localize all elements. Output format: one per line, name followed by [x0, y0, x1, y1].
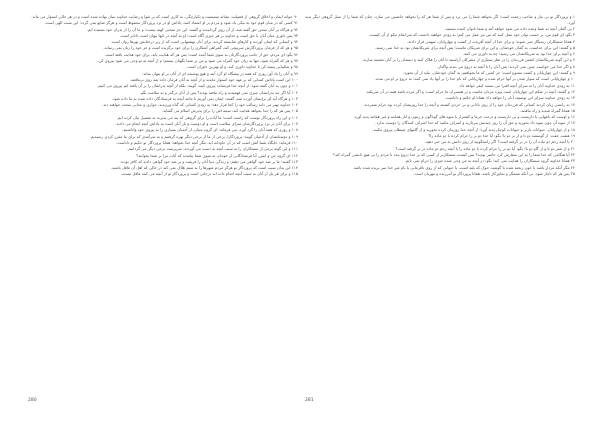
- right-page-number: 281: [305, 398, 314, 403]
- paragraph: ۱۱۰ فرماید: جایگاه شما آتش است که در آن جاودانه اید، مگر آنچه خدا بخواهد؛ همانا پروردگار تو حکیم و داناست.: [116, 139, 298, 145]
- paragraph: ۹ و گفتند: این چهارپایان و کشت ممنوع است؛ جز کسی که ما بخواهیم، به گمان خودشان، نباید از آن بخورد.: [402, 70, 575, 76]
- right-page-text-column: [305, 14, 575, 177]
- paragraph: ۲۳ همانا خداوند گروه ستمکاران را هدایت نمی کند؛ بگو: در آنچه به من وحی شده چیزی را حرام نمی یابم.: [404, 158, 575, 164]
- paragraph: ۱۴ به راستی زیان کردند کسانی که فرزندان خود را از روی نادانی و بی خردی کشتند و آنچه را خدا روزیشان کرده بود حرام شمردند.: [363, 101, 575, 107]
- paragraph: ۱۰ و چهارپایانی است که سوار شدن بر آنها حرام شده و چهارپایانی که نام خدا را بر آنها یاد نمی کنند؛ به دروغ بر او می بندند.: [374, 76, 575, 82]
- paragraph: ۱۲ و گفتند: آنچه در شکم این چهارپایان است ویژه مردان ماست و بر همسران ما حرام است؛ و اگر مرده باشد همه در آن شریکند.: [365, 88, 575, 94]
- paragraph: ۱۳ به زودی خداوند سزای این توصیف آنان را خواهد داد؛ همانا او حکیم و داناست.: [444, 95, 575, 101]
- paragraph: ۹۲ و هرگاه بر آنان سخن حق گفته شد، از آن روی گردانیدند و گفتند: این جز سخنی کهنه نیست؛ و ما آن را از پدران خود نشنیده ایم.: [86, 26, 298, 32]
- paragraph: ۱۰۸ و روزی که همه آنان را گرد آورد، می فرماید: ای گروه جنیان، از آدمیان بسیاری را به پیروی خود واداشتید.: [121, 127, 298, 133]
- paragraph: ۱۱۲ ای گروه جن و انس، آیا فرستادگانی از خودتان به سوی شما نیامدند که آیات مرا بر شما بخوانند؟: [136, 152, 298, 158]
- paragraph: ۹۷ و هر که گمراه شود، تنها به زیان خود گمراه می شود و من بر شما نگهبان نیستم؛ و از آنچه به تو وحی می شود پیروی کن.: [97, 58, 298, 64]
- paragraph: ۱ و پروردگار تو بی نیاز و صاحب رحمت است؛ اگر بخواهد شما را می برد و پس از شما هر که را بخواهد جانشین می سازد، چنان که شما را از نسل گروهی دیگر پدید آورد.: [305, 14, 575, 25]
- paragraph: ۱۰۹ و دوستانشان از آدمیان گویند: پروردگارا، برخی از ما از برخی دیگر بهره گرفتیم و به سرآمدی که برای ما مقرر کردی رسیدیم.: [89, 133, 298, 139]
- paragraph: ۹۳ پس داوری میان آنان با حق است و خداوند بر هر چیزی آگاه است؛ او به آنچه در دلها پنهان است داناتر است.: [119, 32, 298, 38]
- left-page-text-column: [28, 14, 298, 178]
- paragraph: ۱۹ هشت جفت: از گوسفند دو تا و از بز دو تا؛ بگو: آیا خدا دو نر را حرام کرده یا دو ماده را؟: [428, 133, 575, 139]
- paragraph: ۹۰ جوانه ایمان و اخلاق گروهی از فضیلت، نشانه صمیمیت و یکپارچگی، نه کاری است که بر تقوا و رضایت خداوند بنیان نهاده شده است و در هر حالی استوار می ماند.: [31, 14, 298, 19]
- paragraph: ۱۰۴ خداوند بهتر می داند رسالت خود را کجا قرار دهد؛ به زودی کسانی که گناه ورزیدند، خواری و عذابی سخت خواهند دید.: [102, 102, 298, 108]
- paragraph: ۱۶ و اوست که باغهایی با داربست و بی داربست و درخت خرما و کشتزار با میوه های گوناگون و زیتون و انار همانند و غیر همانند پدید آورد.: [353, 114, 575, 120]
- paragraph: ۹۶ بگو: ای مردم، حق از جانب پروردگارتان به سوی شما آمده است؛ پس هر که هدایت یابد، برای خود هدایت یافته است.: [104, 51, 298, 57]
- paragraph: ۳ بگو: ای قوم من، بر حسب توان خود عمل کنید که من نیز عمل می کنم؛ به زودی خواهید دانست که سرانجام نیکو از آن کیست.: [368, 32, 575, 38]
- paragraph: ۹۴ و کسانی که ایمان آوردند و کارهای شایسته کردند، برای آنان بهشتهایی است که از زیر درختانش نهرها روان است.: [110, 39, 298, 45]
- paragraph: ۱۰۰ این است پاداش کسانی که بر عهد خود استوار ماندند و از آنچه به آنان فرمان داده شد روی برنتافتند.: [129, 76, 298, 82]
- paragraph: ۹۱ کسی که در میان قوم خود به نیکی یاد شود و مردم بر او اعتماد کنند، پاداش او در نزد پروردگار محفوظ است و هرگز ضایع نمی گردد؛ این سنت الهی است.: [44, 20, 298, 26]
- paragraph: ۱۱۴ این بدان سبب است که پروردگار تو هرگز مردم شهرها را به ستم هلاک نمی کند در حالی که اهل آن غافل باشند.: [110, 165, 298, 171]
- paragraph: ۲۱ و از شتر دو تا و از گاو دو تا؛ بگو: آیا دو نر را حرام کرده یا دو ماده را یا آنچه رحم دو ماده در بر گرفته است؟: [395, 145, 575, 151]
- paragraph: ۱۰۷ برای آنان در نزد پروردگارشان سرای سلامت است و او دوست و یار آنان است به پاداش آنچه انجام می دادند.: [115, 121, 298, 127]
- paragraph: ۱۰۲ آیا اگر چه پدرانشان چیزی نمی فهمیدند و راه نیافته بودند؟ پس از آنان درگذر و به سلامت بگو.: [139, 89, 298, 95]
- paragraph: ۹۸ و شکیبایی پیشه کن تا خداوند داوری کند، و او بهترین داوران است.: [186, 64, 298, 70]
- paragraph: ۲۰ یا آنچه رحم دو ماده آن را در بر گرفته است؟ اگر راستگویید از روی دانش به من خبر دهید.: [424, 139, 575, 145]
- paragraph: ۱۱۳ گفتند: ما بر ضد خود گواهی می دهیم؛ و زندگی دنیا آنان را فریفت و بر ضد خود گواهی دادند که کافر بودند.: [119, 158, 298, 164]
- paragraph: ۱۸ و از چهارپایان، حیوانات باربر و حیوانات کوچک پدید آورد؛ از آنچه خدا روزیتان کرده بخورید و از گامهای شیطان پیروی مکنید.: [372, 126, 575, 132]
- right-page: [305, 0, 575, 424]
- paragraph: ۱۱ به زودی خداوند آنان را به سزای آنچه افترا می بستند کیفر خواهد داد.: [458, 82, 575, 88]
- paragraph: ۶ و آنچه برای خدا بود به شریکانشان می رسید؛ چه بد داوری می کنند.: [462, 51, 575, 57]
- paragraph: ۱۱۱ و این گونه برخی از ستمکاران را به سبب آنچه به دست می آوردند، سرپرست برخی دیگر می گردانیم.: [127, 146, 298, 152]
- paragraph: ۱۰۳ و هرگاه آیه ای برایشان آورده شد، گفتند: ایمان نمی آوریم تا مانند آنچه به فرستادگان داده شده به ما داده شود.: [111, 95, 298, 101]
- paragraph: ۴ همانا ستمکاران رستگار نمی شوند؛ و برای خدا از آنچه آفریده، از کشت و چهارپایان، سهمی قرار دادند.: [407, 38, 575, 44]
- paragraph: ۵ و گفتند: این برای خداست، به گمان خودشان، و این برای شریکان ماست؛ پس آنچه برای شریکانشان بود به خدا نمی رسید.: [375, 44, 575, 50]
- paragraph: ۱۰۱ و چون به آنان گفته شود: از آنچه خدا فرستاده پیروی کنید، گویند: بلکه از آنچه پدرانمان را بر آن یافته ایم پیروی می کنیم.: [97, 83, 298, 89]
- paragraph: ۱۷ از میوه آن چون میوه داد بخورید و حق آن را روز چیدنش بپردازید و اسراف مکنید که خدا اسراف کنندگان را دوست ندارد.: [375, 120, 575, 126]
- paragraph: ۲۵ پس هر که ناچار شود، بی آنکه ستمگر و تجاوزکار باشد، همانا پروردگار تو آمرزنده و مهربان است.: [413, 170, 575, 176]
- paragraph: ۱۰۶ و این راه پروردگار توست که راست است؛ ما آیات را برای گروهی که پند می پذیرند به تفصیل بیان کرده ایم.: [116, 114, 298, 120]
- paragraph: ۱۱۵ و برای هر یک از آنان به سبب آنچه انجام داده اند درجاتی است و پروردگار تو از آنچه می کنند غافل نیست.: [120, 171, 298, 177]
- paragraph: ۲۴ مگر آنکه مردار باشد یا خون ریخته شده یا گوشت خوک که پلید است، یا حیوانی که از روی نافرمانی با نام غیر خدا سر بریده شده باشد.: [352, 164, 575, 170]
- left-page-number: 280: [28, 398, 37, 403]
- paragraph: ۸ و اگر خدا می خواست چنین نمی کردند؛ پس آنان را با آنچه به دروغ می بندند واگذار.: [436, 63, 575, 69]
- left-page: [28, 0, 298, 424]
- paragraph: ۲۲ آیا هنگامی که خدا شما را به این سفارش کرد حاضر بودید؟ پس کیست ستمکارتر از کسی که بر خدا دروغ بندد تا مردم را بی هیچ دانشی گمراه کند؟: [332, 151, 575, 157]
- paragraph: ۹۵ و هر که از فرمان پروردگارش سرپیچی کند، گمراهی آشکاری را برای خود برگزیده است و جز خود را زیان نمی رساند.: [103, 45, 298, 51]
- paragraph: ۹۹ و آنان را یاد آور روزی که همه در پیشگاه او گرد آیند و هیچ پوشیده ای از آنان بر او پنهان نماند.: [142, 70, 298, 76]
- paragraph: ۱۰۵ پس هر که را خدا بخواهد هدایت کند، سینه اش را برای پذیرش اسلام می گشاید.: [161, 108, 298, 114]
- paragraph: ۷ و این گونه شریکانشان کشتن فرزندان را در نظر بسیاری از مشرکان آراستند تا آنان را هلاک کنند و دینشان را بر آنان مشتبه سازند.: [362, 57, 575, 63]
- paragraph: ۱۵ همانا گمراه شدند و راه نیافتند.: [520, 107, 575, 113]
- paragraph: ۲ بی گمان آنچه به شما وعده داده می شود خواهد آمد و شما ناتوان کننده نیستید.: [444, 26, 575, 31]
